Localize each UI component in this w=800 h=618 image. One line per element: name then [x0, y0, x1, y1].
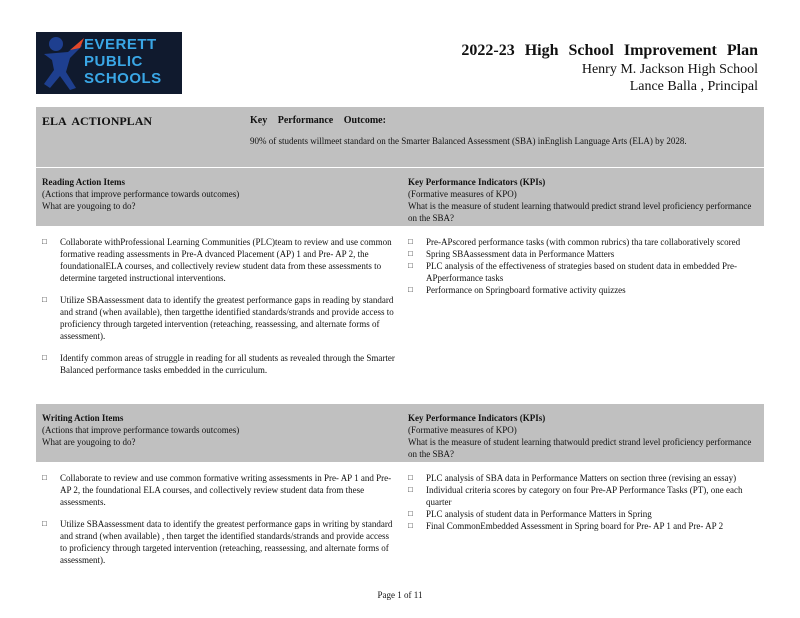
list-item: □ Performance on Springboard formative activity quizzes: [408, 285, 626, 295]
bullet-icon: □: [42, 295, 47, 304]
writing-kpi-heading: Key Performance Indicators (KPIs): [408, 413, 546, 423]
district-logo: [36, 32, 182, 94]
bullet-icon: □: [408, 261, 413, 270]
list-item: □ Utilize SBAassessment data to identify the greatest performance gaps in writing by standard and strand (when available) , then target the identified standards/strands and provide access to proficiency through targeted intervention (reteaching, reassessing, and alternate forms of assessment).: [42, 519, 393, 565]
list-item: □ PLC analysis of student data in Performance Matters in Spring: [408, 509, 652, 519]
reading-action-list: [42, 236, 397, 376]
list-item: □ Utilize SBAassessment data to identify the greatest performance gaps in reading by standard and strand (when available), then targetthe identified standards/strands and provide access to proficiency through targeted intervention (reteaching, reassessing, and alternate forms of assessment).: [42, 295, 394, 341]
list-item: □ Pre-APscored performance tasks (with common rubrics) tha tare collaboratively scored: [408, 237, 741, 247]
writing-heading: Writing Action Items: [42, 413, 124, 423]
writing-sub2: What are yougoing to do?: [42, 437, 136, 447]
principal-name: Lance Balla , Principal: [629, 79, 758, 94]
reading-kpi-list: [408, 236, 752, 296]
writing-body: [36, 468, 764, 583]
reading-heading: Reading Action Items: [42, 177, 125, 187]
bullet-icon: □: [408, 521, 413, 530]
bullet-icon: □: [42, 519, 47, 528]
plan-title: ELA ACTIONPLAN: [42, 114, 153, 128]
bullet-icon: □: [42, 237, 47, 246]
list-item: □ Identify common areas of struggle in reading for all students as revealed through the Smarter Balanced performance tasks embedded in the curriculum.: [42, 353, 395, 375]
reading-sub2: What are yougoing to do?: [42, 201, 136, 211]
reading-kpi-sub1: (Formative measures of KPO): [408, 189, 517, 199]
writing-sub1: (Actions that improve performance towards outcomes): [42, 425, 240, 435]
bullet-icon: □: [408, 509, 413, 518]
reading-kpi-sub2: What is the measure of student learning thatwould predict strand level proficiency performance on the SBA?: [408, 201, 752, 223]
reading-header: [36, 168, 764, 226]
writing-kpi-sub2: What is the measure of student learning thatwould predict strand level proficiency performance on the SBA?: [408, 437, 752, 459]
bullet-icon: □: [42, 353, 47, 362]
writing-action-list: [42, 472, 397, 566]
list-item: □ Final CommonEmbedded Assessment in Spring board for Pre- AP 1 and Pre- AP 2: [408, 521, 724, 531]
reading-sub1: (Actions that improve performance towards outcomes): [42, 189, 240, 199]
document-title: 2022-23 High School Improvement Plan: [461, 42, 758, 59]
reading-kpi-heading: Key Performance Indicators (KPIs): [408, 177, 546, 187]
list-item: □ Spring SBAassessment data in Performance Matters: [408, 249, 615, 259]
kpo-label: Key Performance Outcome:: [250, 115, 386, 126]
writing-header: [36, 404, 764, 462]
list-item: □ PLC analysis of the effectiveness of strategies based on student data in embedded Pre-APperformance tasks: [408, 261, 737, 283]
writing-kpi-list: [408, 472, 752, 532]
ela-plan-header: [36, 107, 764, 167]
list-item: □ Collaborate to review and use common formative writing assessments in Pre- AP 1 and Pre- AP 2, the foundational ELA courses, and collectively review student data from these assessments.: [42, 473, 392, 507]
bullet-icon: □: [408, 485, 413, 494]
school-name: Henry M. Jackson High School: [581, 62, 758, 77]
page-number: Page 1 of 11: [377, 590, 423, 600]
bullet-icon: □: [42, 473, 47, 482]
list-item: □ Collaborate withProfessional Learning Communities (PLC)team to review and use common formative reading assessments in Pre-A dvanced Placement (AP) 1 and Pre- AP 2, the foundationalELA courses, and collectively review student data from these assessments to determine targeted instructional interventions.: [42, 237, 392, 283]
writing-kpi-sub1: (Formative measures of KPO): [408, 425, 517, 435]
logo-wordmark: EVERETT PUBLIC SCHOOLS: [84, 36, 162, 87]
list-item: □ PLC analysis of SBA data in Performance Matters on section three (revising an essay): [408, 473, 737, 483]
reading-body: [36, 232, 764, 404]
runner-figure-icon: [36, 32, 86, 94]
bullet-icon: □: [408, 249, 413, 258]
bullet-icon: □: [408, 237, 413, 246]
bullet-icon: □: [408, 285, 413, 294]
list-item: □ Individual criteria scores by category on four Pre-AP Performance Tasks (PT), one each quarter: [408, 485, 743, 507]
bullet-icon: □: [408, 473, 413, 482]
kpo-text: 90% of students willmeet standard on the Smarter Balanced Assessment (SBA) inEnglish Language Arts (ELA) by 2028.: [250, 136, 687, 146]
